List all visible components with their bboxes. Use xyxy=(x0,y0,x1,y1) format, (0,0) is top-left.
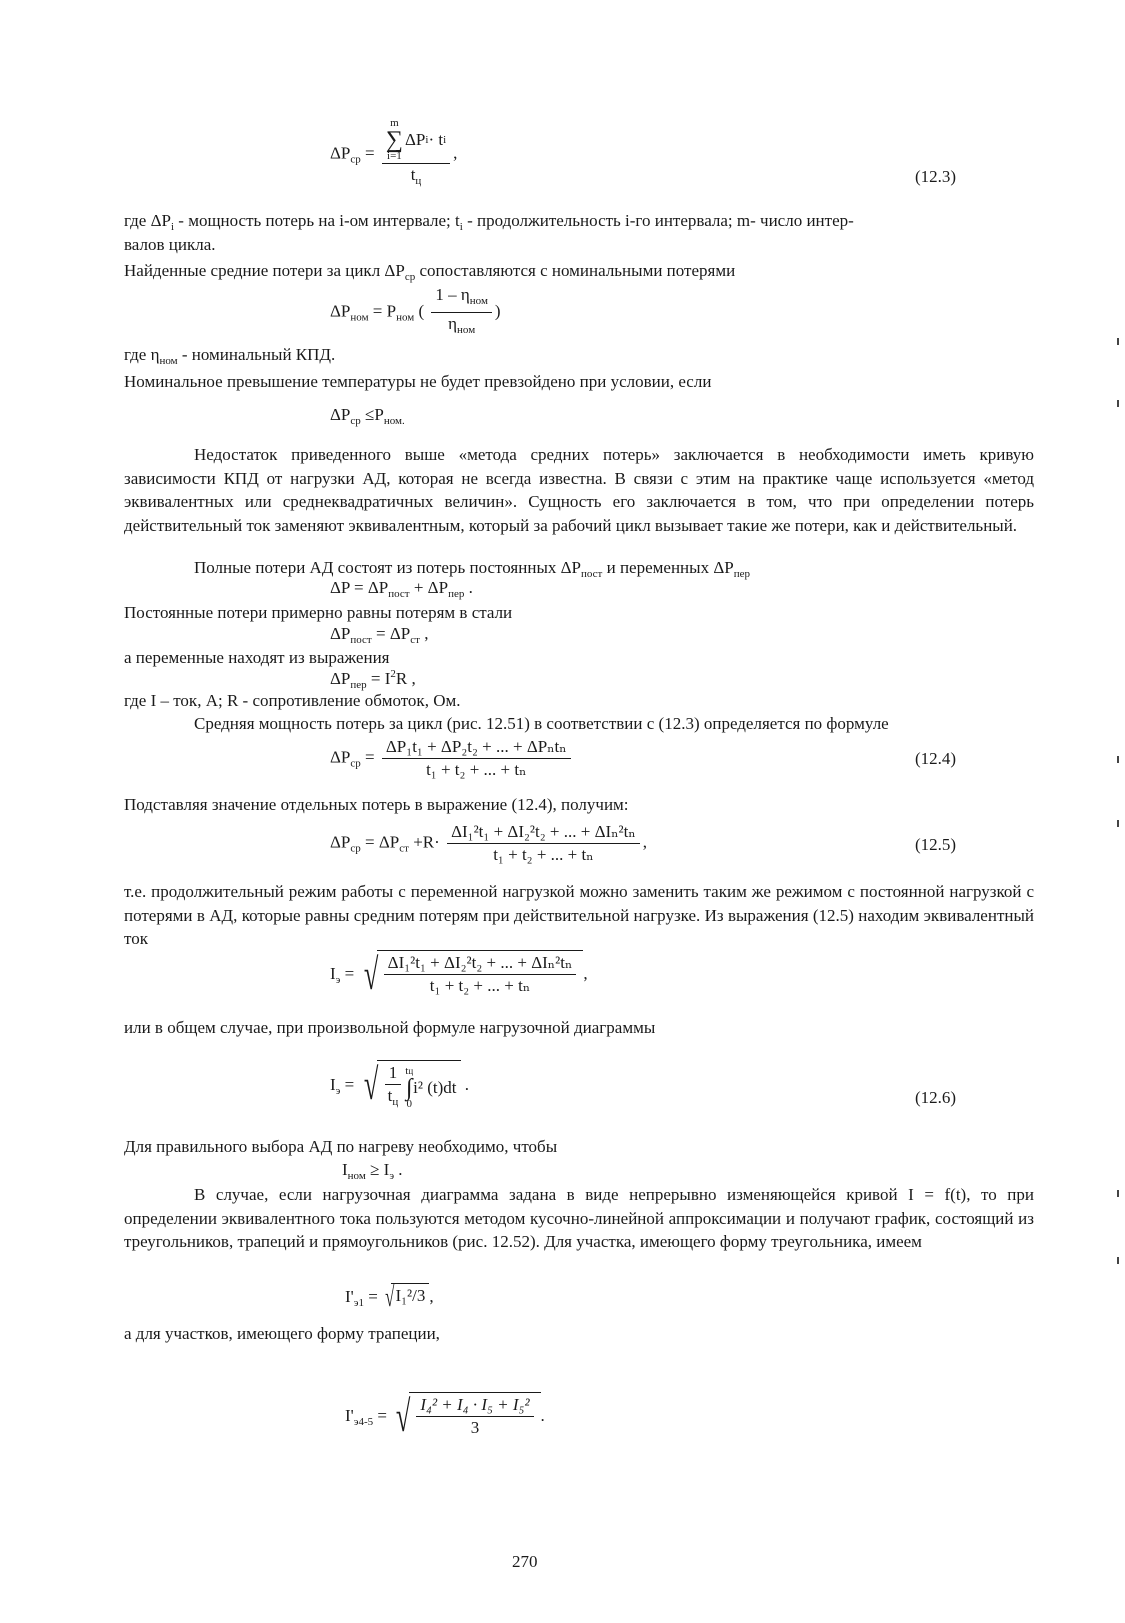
equation-12-3: $\Delta P_{ср}$ = m ∑ i=1 ΔP i · t i $t_ц$ , xyxy=(330,118,457,191)
text-line: Для правильного выбора АД по нагреву необходимо, чтобы xyxy=(124,1137,558,1156)
equation-12-4: $\Delta P_{ср}$ = $\frac{\text{ΔP₁t₁ + ΔP₂t₂ + ... + ΔPₙtₙ}}{\text{t₁ + t₂ + ... + tₙ}}$ xyxy=(330,737,574,780)
equation-condition: $\Delta P_{ср} \le P_{ном.}$ xyxy=(330,405,405,427)
text-line: Средняя мощность потерь за цикл (рис. 12.51) в соответствии с (12.3) определяется по формуле xyxy=(194,714,889,733)
equation-choice-condition: $I_{ном} \ge I_э$ . xyxy=(342,1160,403,1182)
scan-artifact xyxy=(1117,400,1119,407)
equation-total-losses: $\Delta P = \Delta P_{пост} + \Delta P_{пер}$ . xyxy=(330,578,473,600)
text-line: Найденные средние потери за цикл $\Delta P_{ср}$ сопоставляются с номинальными потерями xyxy=(124,261,736,283)
equation-number: (12.3) xyxy=(915,167,957,186)
equation-number: (12.5) xyxy=(915,835,957,854)
paragraph: Недостаток приведенного выше «метода средних потерь» заключается в необходимости иметь кривую зависимости КПД от нагрузки АД, которая не всегда известна. В связи с этим на практике чаще используется «метод эквивалентных или среднеквадратичных величин». Сущность его заключается в том, что при определении потерь действительный ток заменяют эквивалентным, который за рабочий цикл вызывает такие же потери, как и действительный. xyxy=(124,445,1034,535)
scan-artifact xyxy=(1117,1190,1119,1197)
sqrt-symbol: √ $\frac{\text{ΔI₁²t₁ + ΔI₂²t₂ + ... + ΔIₙ²tₙ}}{\text{t₁ + t₂ + ... + tₙ}}$ xyxy=(359,950,584,1000)
equation-number: (12.4) xyxy=(915,749,957,768)
equation-number: (12.6) xyxy=(915,1088,957,1107)
text-line: где $\Delta P_i$ - мощность потерь на i-ом интервале; $t_i$ - продолжительность i-го интервала; m- число интер- xyxy=(124,211,854,233)
sum-symbol: m ∑ i=1 xyxy=(385,117,403,162)
text-line: а для участков, имеющего форму трапеции, xyxy=(124,1324,440,1343)
text-line: где $\eta_{ном}$ - номинальный КПД. xyxy=(124,345,336,367)
equation-12-6: $I_э$ = √ $\frac{1}{t_ц}$ tц ∫ 0 i² (t)dt . xyxy=(330,1060,469,1112)
text-line: Номинальное превышение температуры не будет превзойдено при условии, если xyxy=(124,372,712,391)
equation-trapezoid: $I'_{э4-5}$ = √ $\frac{\text{I₄² + I₄ · I₅ + I₅²}}{3}$ . xyxy=(345,1392,545,1441)
equation-nominal-losses: $\Delta P_{ном} = P_{ном}$ ( $\frac{1 - \eta_{ном}}{\eta_{ном}}$ ) xyxy=(330,285,501,336)
paragraph: т.е. продолжительный режим работы с переменной нагрузкой можно заменить таким же режимом с постоянной нагрузкой с потерями в АД, которые равны средним потерям при действительной нагрузке. Из выражения (12.5) находим эквивалентный ток xyxy=(124,882,1034,948)
text-line: где I – ток, А; R - сопротивление обмоток, Ом. xyxy=(124,691,461,710)
text-line: или в общем случае, при произвольной формуле нагрузочной диаграммы xyxy=(124,1018,656,1037)
scan-artifact xyxy=(1117,1257,1119,1264)
text-line: Постоянные потери примерно равны потерям в стали xyxy=(124,603,513,622)
text-line: Подставляя значение отдельных потерь в выражение (12.4), получим: xyxy=(124,795,629,814)
text-line: валов цикла. xyxy=(124,235,216,254)
integral-symbol: tц ∫ 0 xyxy=(405,1064,414,1110)
paragraph: В случае, если нагрузочная диаграмма задана в виде непрерывно изменяющейся кривой I = f(t), то при определении эквивалентного тока пользуются методом кусочно-линейной аппроксимации и получают график, состоящий из треугольников, трапеций и прямоугольников (рис. 12.52). Для участка, имеющего форму треугольника, имеем xyxy=(124,1185,1034,1251)
equation-12-5: $\Delta P_{ср} = \Delta P_{ст} +R\cdot$ $\frac{\text{ΔI₁²t₁ + ΔI₂²t₂ + ... + ΔIₙ²tₙ}}{\text{t₁ + t₂ + ... + tₙ}}$ , xyxy=(330,822,647,864)
equation-triangle: $I'_{э1}$ = √ I₁²/3 , xyxy=(345,1282,434,1313)
equation-variable-losses: $\Delta P_{пер} = I^2R$ , xyxy=(330,668,416,691)
scan-artifact xyxy=(1117,338,1119,345)
scan-artifact xyxy=(1117,756,1119,763)
page-number: 270 xyxy=(512,1552,538,1571)
fraction: m ∑ i=1 ΔP i · t i $t_ц$ xyxy=(382,118,450,191)
text-line: Полные потери АД состоят из потерь постоянных $\Delta P_{пост}$ и переменных $\Delta P_{пер}$ xyxy=(194,558,750,580)
scan-artifact xyxy=(1117,820,1119,827)
equation-constant-losses: $\Delta P_{пост} = \Delta P_{ст}$ , xyxy=(330,624,429,646)
equation-equivalent-current: $I_э$ = √ $\frac{\text{ΔI₁²t₁ + ΔI₂²t₂ + ... + ΔIₙ²tₙ}}{\text{t₁ + t₂ + ... + tₙ}}$ , xyxy=(330,950,588,999)
text-line: а переменные находят из выражения xyxy=(124,648,390,667)
